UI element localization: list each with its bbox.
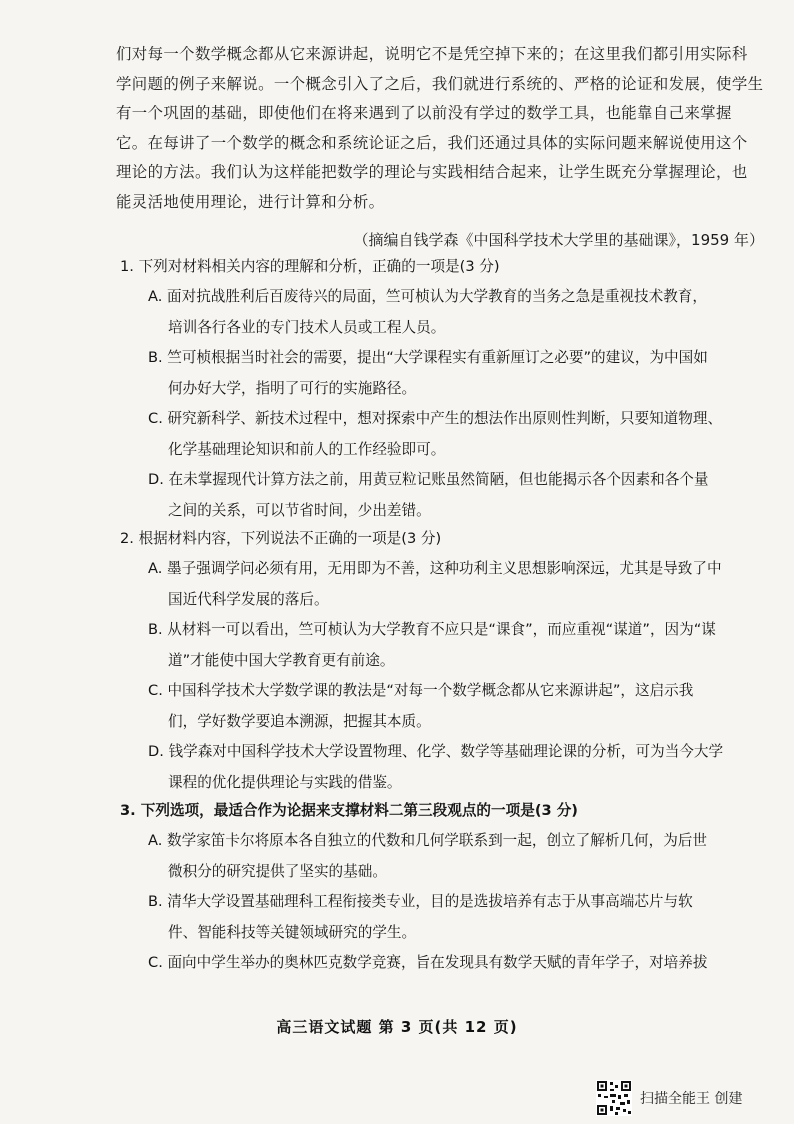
passage-line: 们对每一个数学概念都从它来源讲起，说明它不是凭空掉下来的；在这里我们都引用实际科 — [116, 45, 748, 63]
option-d — [120, 737, 772, 798]
question-1 — [120, 254, 772, 526]
passage-line: 理论的方法。我们认为这样能把数学的理论与实践相结合起来，让学生既充分掌握理论，也 — [116, 163, 748, 181]
passage-source: （摘编自钱学森《中国科学技术大学里的基础课》，1959 年） — [353, 231, 764, 249]
option-text-cont: 培训各行各业的专门技术人员或工程人员。 — [168, 318, 446, 336]
option-text: B. 竺可桢根据当时社会的需要，提出“大学课程实有重新厘订之必要”的建议，为中国如 — [148, 349, 708, 366]
question-3 — [120, 798, 772, 979]
option-text-cont: 化学基础理论知识和前人的工作经验即可。 — [168, 440, 446, 458]
qr-code-icon — [596, 1080, 632, 1116]
option-text-cont: 何办好大学，指明了可行的实施路径。 — [168, 379, 417, 397]
question-stem: 1. 下列对材料相关内容的理解和分析，正确的一项是(3 分) — [120, 258, 500, 275]
option-c — [120, 404, 772, 465]
option-b — [120, 343, 772, 404]
option-a — [120, 282, 772, 343]
option-text: D. 在未掌握现代计算方法之前，用黄豆粒记账虽然简陋，但也能揭示各个因素和各个量 — [148, 471, 709, 488]
passage-line: 它。在每讲了一个数学的概念和系统论证之后，我们还通过具体的实际问题来解说使用这个 — [116, 133, 748, 152]
option-a — [120, 554, 772, 615]
option-d — [120, 465, 772, 526]
option-text: A. 墨子强调学问必须有用，无用即为不善，这种功利主义思想影响深远，尤其是导致了中 — [148, 560, 722, 577]
option-text: A. 数学家笛卡尔将原本各自独立的代数和几何学联系到一起，创立了解析几何，为后世 — [148, 832, 707, 849]
page-footer: 高三语文试题 第 3 页(共 12 页) — [276, 1018, 518, 1036]
option-text: C. 面向中学生举办的奥林匹克数学竞赛，旨在发现具有数学天赋的青年学子，对培养拔 — [148, 954, 708, 971]
option-a — [120, 826, 772, 887]
question-stem: 2. 根据材料内容，下列说法不正确的一项是(3 分) — [120, 530, 442, 547]
option-text-cont: 件、智能科技等关键领域研究的学生。 — [168, 923, 417, 941]
option-b — [120, 887, 772, 948]
option-text-cont: 道”才能使中国大学教育更有前途。 — [168, 651, 395, 669]
option-b — [120, 615, 772, 676]
option-text-cont: 国近代科学发展的落后。 — [168, 590, 329, 608]
option-text: B. 从材料一可以看出，竺可桢认为大学教育不应只是“课食”，而应重视“谋道”，因为“谋 — [148, 621, 716, 638]
scanner-watermark — [596, 1079, 742, 1117]
watermark-text: 扫描全能王 创建 — [640, 1091, 743, 1107]
option-text-cont: 课程的优化提供理论与实践的借鉴。 — [168, 773, 402, 791]
question-2 — [120, 526, 772, 798]
option-text: C. 中国科学技术大学数学课的教法是“对每一个数学概念都从它来源讲起”，这启示我 — [148, 682, 694, 699]
option-text-cont: 们，学好数学要追本溯源，把握其本质。 — [168, 712, 431, 730]
option-text: D. 钱学森对中国科学技术大学设置物理、化学、数学等基础理论课的分析，可为当今大学 — [148, 743, 724, 760]
option-text: C. 研究新科学、新技术过程中，想对探索中产生的想法作出原则性判断，只要知道物理、 — [148, 410, 723, 427]
option-text-cont: 之间的关系，可以节省时间，少出差错。 — [168, 501, 431, 519]
option-c — [120, 676, 772, 737]
passage-line: 学问题的例子来解说。一个概念引入了之后，我们就进行系统的、严格的论证和发展，使学生 — [116, 74, 764, 93]
option-c — [120, 948, 772, 979]
question-list — [120, 254, 772, 979]
question-stem: 3. 下列选项，最适合作为论据来支撑材料二第三段观点的一项是(3 分) — [120, 802, 578, 819]
passage-line: 能灵活地使用理论，进行计算和分析。 — [116, 192, 385, 211]
option-text: A. 面对抗战胜利后百废待兴的局面，竺可桢认为大学教育的当务之急是重视技术教育， — [148, 288, 707, 305]
option-text: B. 清华大学设置基础理科工程衔接类专业，目的是选拔培养有志于从事高端芯片与软 — [148, 893, 693, 910]
passage-line: 有一个巩固的基础，即使他们在将来遇到了以前没有学过的数学工具，也能靠自己来掌握 — [116, 104, 732, 122]
option-text-cont: 微积分的研究提供了坚实的基础。 — [168, 862, 387, 880]
reading-passage — [116, 40, 776, 217]
